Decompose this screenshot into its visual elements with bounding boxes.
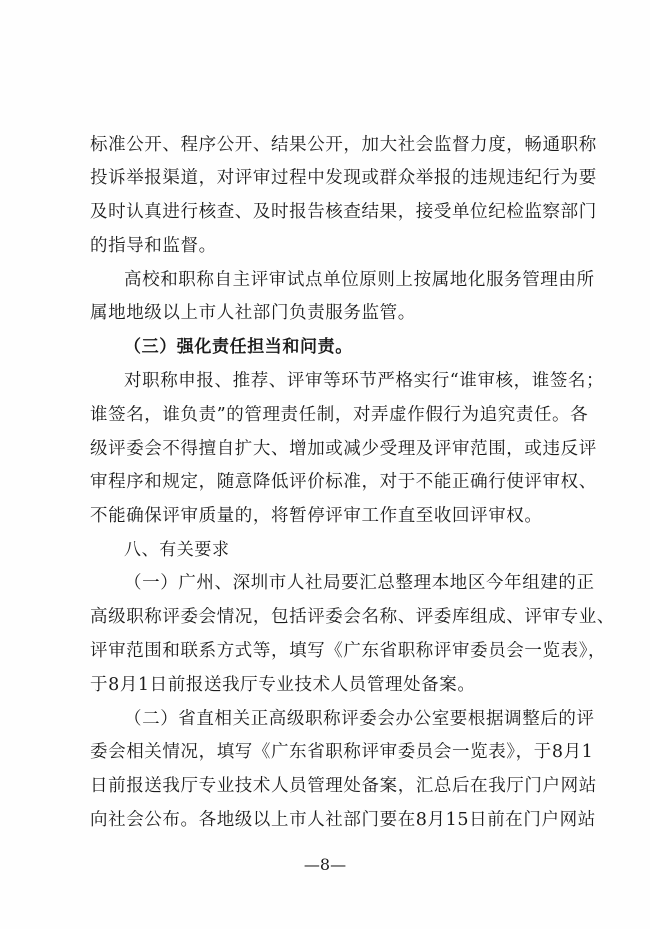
body-line-16: 评审范围和联系方式等，填写《广东省职称评审委员会一览表》， xyxy=(90,641,607,661)
body-line-10: 级评委会不得擅自扩大、增加或减少受理及评审范围，或违反评 xyxy=(90,439,597,459)
body-line-14: （一）广州、深圳市人社局要汇总整理本地区今年组建的正 xyxy=(124,573,595,593)
body-line-6: 属地地级以上市人社部门负责服务监管。 xyxy=(90,303,416,323)
body-line-2: 投诉举报渠道，对评审过程中发现或群众举报的违规违纪行为要 xyxy=(90,168,597,188)
body-line-21: 向社会公布。各地级以上市人社部门要在8月15日前在门户网站 xyxy=(90,810,596,830)
body-line-19: 委会相关情况，填写《广东省职称评审委员会一览表》，于8月1 xyxy=(90,742,594,762)
body-line-17: 于8月1日前报送我厅专业技术人员管理处备案。 xyxy=(90,675,476,695)
body-line-12: 不能确保评审质量的，将暂停评审工作直至收回评审权。 xyxy=(90,506,543,526)
section-heading-8: 八、有关要求 xyxy=(124,540,230,560)
body-line-18: （二）省直相关正高级职称评委会办公室要根据调整后的评 xyxy=(124,709,595,729)
body-line-9: 谁签名，谁负责”的管理责任制，对弄虚作假行为追究责任。各 xyxy=(90,405,589,425)
section-heading-3: （三）强化责任担当和问责。 xyxy=(124,337,353,357)
body-line-4: 的指导和监督。 xyxy=(90,236,217,256)
body-line-1: 标准公开、程序公开、结果公开，加大社会监督力度，畅通职称 xyxy=(90,135,597,155)
body-line-5: 高校和职称自主评审试点单位原则上按属地化服务管理由所 xyxy=(124,270,595,290)
body-line-8: 对职称申报、推荐、评审等环节严格实行“谁审核，谁签名； xyxy=(124,371,605,391)
body-line-11: 审程序和规定，随意降低评价标准，对于不能正确行使评审权、 xyxy=(90,472,597,492)
body-line-15: 高级职称评委会情况，包括评委会名称、评委库组成、评审专业、 xyxy=(90,607,615,627)
body-line-20: 日前报送我厅专业技术人员管理处备案，汇总后在我厅门户网站 xyxy=(90,776,597,796)
page-number: —8— xyxy=(303,855,347,874)
body-line-3: 及时认真进行核查、及时报告核查结果，接受单位纪检监察部门 xyxy=(90,202,597,222)
